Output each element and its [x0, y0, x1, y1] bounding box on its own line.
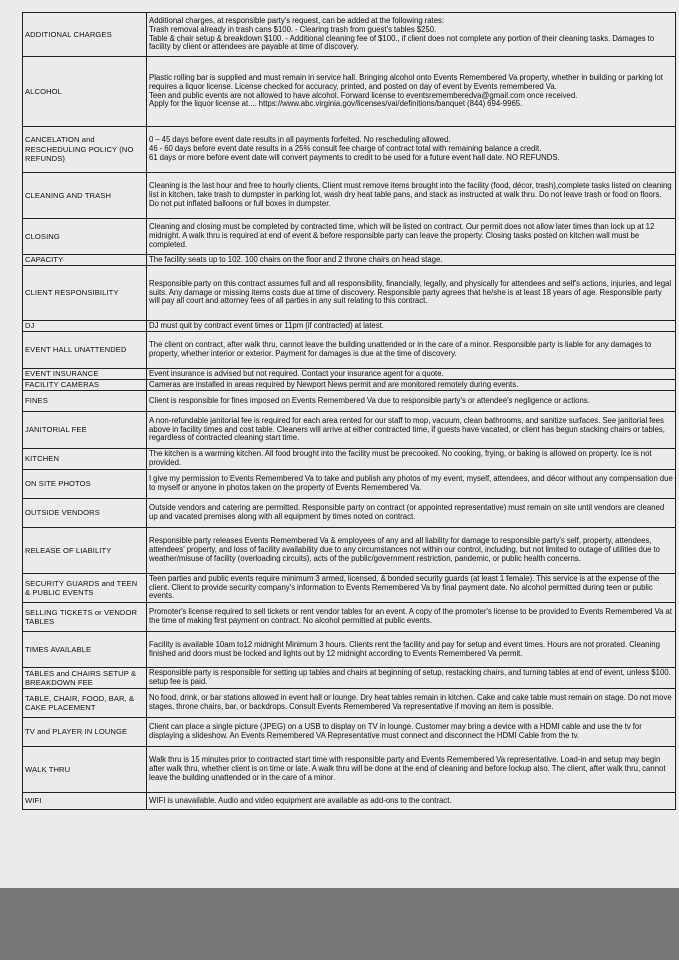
term-label: TV and PLAYER IN LOUNGE [23, 718, 147, 747]
terms-table [22, 12, 676, 810]
term-text-line: Promoter's license required to sell tickets or rent vendor tables for an event. A copy of the promoter's license to be provided to Events Remembered Va at the time of making first payment on contract. No alcohol permitted at public events. [149, 607, 672, 625]
term-label: KITCHEN [23, 449, 147, 470]
terms-row [23, 13, 676, 57]
term-text-line: DJ must quit by contract event times or 11pm (if contracted) at latest. [149, 320, 384, 330]
term-text-line: WIFI is unavailable. Audio and video equipment are available as add-ons to the contract. [149, 795, 452, 805]
terms-row [23, 689, 676, 718]
term-label: EVENT INSURANCE [23, 369, 147, 380]
terms-table-body [23, 13, 676, 810]
terms-row [23, 127, 676, 173]
terms-row [23, 380, 676, 391]
term-text [147, 13, 676, 57]
terms-row [23, 668, 676, 689]
terms-row [23, 219, 676, 255]
term-text-line: 61 days or more before event date will convert payments to credit to be used for a future event hall date. NO REFUNDS. [149, 152, 560, 162]
term-text [147, 668, 676, 689]
terms-row [23, 499, 676, 528]
term-text-line: The client on contract, after walk thru, cannot leave the building unattended or in the care of a minor. Responsible party is liable for any damages to property, whether interior or exterior. Payment for damages is due at the time of discovery. [149, 340, 652, 358]
term-label: CLEANING AND TRASH [23, 173, 147, 219]
terms-row [23, 255, 676, 266]
term-label: RELEASE OF LIABILITY [23, 528, 147, 574]
terms-row [23, 391, 676, 412]
term-text [147, 689, 676, 718]
term-text-line: Cleaning and closing must be completed by contracted time, which will be listed on contract. Our permit does not allow later times than lock up at 12 midnight. A walk thru is required at end of event & before responsible party can leave the property. Closing tasks posted on kitchen wall must be completed. [149, 222, 655, 249]
scan-margin [0, 888, 679, 960]
term-text [147, 470, 676, 499]
terms-row [23, 747, 676, 793]
term-label: CAPACITY [23, 255, 147, 266]
term-text [147, 747, 676, 793]
term-text-line: 0 – 45 days before event date results in all payments forfeited. No rescheduling allowed. [149, 135, 451, 145]
term-text-line: Table & chair setup & breakdown $100. - Additional cleaning fee of $100., if client does not complete any portion of their cleaning tasks. Damages to facility by client or attendees are payable at time of discovery. [149, 33, 655, 52]
term-text [147, 793, 676, 810]
term-text-line: No food, drink, or bar stations allowed in event hall or lounge. Dry heat tables remain in kitchen. Cake and cake table must remain on stage. Do not move stages, throne chairs, bar, or backdrops. Consult Events Remembered Va representative if moving an item is possible. [149, 693, 672, 711]
term-label: WIFI [23, 793, 147, 810]
term-text [147, 603, 676, 632]
term-text [147, 266, 676, 321]
term-label: ON SITE PHOTOS [23, 470, 147, 499]
terms-row [23, 603, 676, 632]
term-label: SELLING TICKETS or VENDOR TABLES [23, 603, 147, 632]
terms-row [23, 574, 676, 603]
term-text-line: Additional charges, at responsible party's request, can be added at the following rates: [149, 15, 445, 25]
term-text-line: Client can place a single picture (JPEG) on a USB to display on TV in lounge. Customer may bring a device with a HDMI cable and use the tv for displaying a slideshow. An Events Remembered VA Representative must connect and disconnect the HDMI Cable from the tv. [149, 722, 642, 740]
term-text [147, 391, 676, 412]
terms-row [23, 412, 676, 449]
terms-row [23, 332, 676, 369]
term-text-line: I give my permission to Events Remembered Va to take and publish any photos of my event, myself, attendees, and décor without any compensation due to myself or anyone in photos taken on the property of Events Remembered Va. [149, 474, 673, 492]
term-label: ALCOHOL [23, 57, 147, 127]
term-text-line: 46 - 60 days before event date results in a 25% consult fee charge of contract total with remaining balance a credit. [149, 144, 542, 154]
term-text-line: A non-refundable janitorial fee is required for each area rented for our staff to mop, vacuum, clean bathrooms, and sanitize surfaces. See janitorial fees above in facility times and cost table. Cleaners will arrive at either contracted time, if guests have vacated, or client has begun stacking chairs or tables, regardless of contracted cleaning start time. [149, 415, 665, 443]
terms-row [23, 793, 676, 810]
terms-row [23, 266, 676, 321]
terms-row [23, 369, 676, 380]
term-label: EVENT HALL UNATTENDED [23, 332, 147, 369]
term-text [147, 718, 676, 747]
term-text-line: Responsible party is responsible for setting up tables and chairs at beginning of setup, restacking chairs, and turning tables at end of event, unless $100. setup fee is paid. [149, 668, 671, 686]
term-text-line: Plastic rolling bar is supplied and must remain in service hall. Bringing alcohol onto Events Remembered Va property, whether in building or parking lot requires a liquor license. License checked for accuracy, printed, and posted on day of event by Events remembered Va. [149, 72, 663, 91]
term-label: SECURITY GUARDS and TEEN & PUBLIC EVENTS [23, 574, 147, 603]
terms-row [23, 718, 676, 747]
term-text-line: Trash removal already in trash cans $100. - Clearing trash from guest's tables $250. [149, 24, 437, 34]
term-label: TABLES and CHAIRS SETUP & BREAKDOWN FEE [23, 668, 147, 689]
term-text-line: Cleaning is the last hour and free to hourly clients. Client must remove items brought into the facility (food, décor, trash),complete tasks listed on cleaning list in kitchen, take trash to dumpster in parking lot, wash dry heat table pans, and stack as instructed at walk thru. Do not leave trash or food on floors. Do not put inflated balloons or full boxes in dumpster. [149, 181, 672, 208]
term-label: FINES [23, 391, 147, 412]
term-text [147, 57, 676, 127]
term-text-line: Event insurance is advised but not required. Contact your insurance agent for a quote. [149, 368, 444, 378]
term-text [147, 255, 676, 266]
term-text [147, 332, 676, 369]
term-text-line: The facility seats up to 102. 100 chairs on the floor and 2 throne chairs on head stage. [149, 254, 443, 264]
term-label: CLIENT RESPONSIBILITY [23, 266, 147, 321]
term-text-line: Responsible party on this contract assumes full and all responsibility, financially, legally, and physically for attendees and self's actions, injuries, and legal suits. Any damage or missing items costs due at time of discovery. Responsible party agrees that he/she is at least 18 years of age. Responsible party will pay all court and attorney fees of all parties in any suit relating to this contract. [149, 278, 672, 306]
term-label: DJ [23, 321, 147, 332]
term-label: TIMES AVAILABLE [23, 632, 147, 668]
term-text-line: Client is responsible for fines imposed on Events Remembered Va due to responsible party's or attendee's negligence or actions. [149, 395, 590, 405]
term-text-line: Apply for the liquor license at.... https://www.abc.virginia.gov/licenses/vai/definitions/banquet (844) 694-9965. [149, 99, 523, 109]
term-text-line: Responsible party releases Events Remembered Va & employees of any and all liability for damage to responsible party's self, property, attendees, attendees' property, and loss of facility availability due to any circumstances not within our control, including, but not limited to outage of utilities due to weather/misuse of facility (overloading circuits), acts of the public/government restriction, pandemic, or public health concerns. [149, 536, 660, 563]
terms-row [23, 173, 676, 219]
term-text [147, 380, 676, 391]
term-text-line: Walk thru is 15 minutes prior to contracted start time with responsible party and Events Remembered Va representative. Load-in and setup may begin after walk thru, whether client is on time or late. A walk thru will be done at the end of cleaning and before lockup also. The client, after walk thru, cannot leave the building unattended or in the care of a minor. [149, 755, 666, 782]
term-text [147, 528, 676, 574]
terms-row [23, 57, 676, 127]
term-label: FACILITY CAMERAS [23, 380, 147, 391]
term-text [147, 127, 676, 173]
term-text-line: The kitchen is a warming kitchen. All food brought into the facility must be precooked. No cooking, frying, or baking is allowed on property. Ice is not provided. [149, 449, 652, 467]
term-text [147, 412, 676, 449]
term-text [147, 321, 676, 332]
term-text [147, 369, 676, 380]
term-text-line: Cameras are installed in areas required by Newport News permit and are monitored remotely during events. [149, 379, 519, 389]
term-label: CANCELATION and RESCHEDULING POLICY (NO REFUNDS) [23, 127, 147, 173]
term-label: CLOSING [23, 219, 147, 255]
term-text [147, 219, 676, 255]
term-label: WALK THRU [23, 747, 147, 793]
term-text-line: Outside vendors and catering are permitted. Responsible party on contract (or appointed representative) must remain on site until vendors are cleaned up and vacated premises along with all equipment by times noted on contract. [149, 503, 665, 521]
terms-row [23, 321, 676, 332]
term-text [147, 449, 676, 470]
term-label: JANITORIAL FEE [23, 412, 147, 449]
terms-row [23, 470, 676, 499]
terms-row [23, 528, 676, 574]
terms-row [23, 449, 676, 470]
term-text-line: Teen parties and public events require minimum 3 armed, licensed, & bonded security guards (at least 1 female). This service is at the expense of the client. Client to provide security company's information to Events Remembered Va by final payment date. No alcohol permitted during teen or public events. [149, 573, 660, 601]
terms-row [23, 632, 676, 668]
term-label: OUTSIDE VENDORS [23, 499, 147, 528]
term-text [147, 499, 676, 528]
term-label: ADDITIONAL CHARGES [23, 13, 147, 57]
term-text-line: Teen and public events are not allowed to have alcohol. Forward license to eventsrememberedva@gmail.com once received. [149, 90, 578, 100]
term-text-line: Facility is available 10am to12 midnight Minimum 3 hours. Clients rent the facility and pay for setup and event times. Hours are not prorated. Cleaning finished and doors must be locked and lights out by 12 midnight according to Events Remembered Va permit. [149, 639, 660, 658]
term-text [147, 574, 676, 603]
term-label: TABLE, CHAIR, FOOD, BAR, & CAKE PLACEMENT [23, 689, 147, 718]
term-text [147, 632, 676, 668]
term-text [147, 173, 676, 219]
